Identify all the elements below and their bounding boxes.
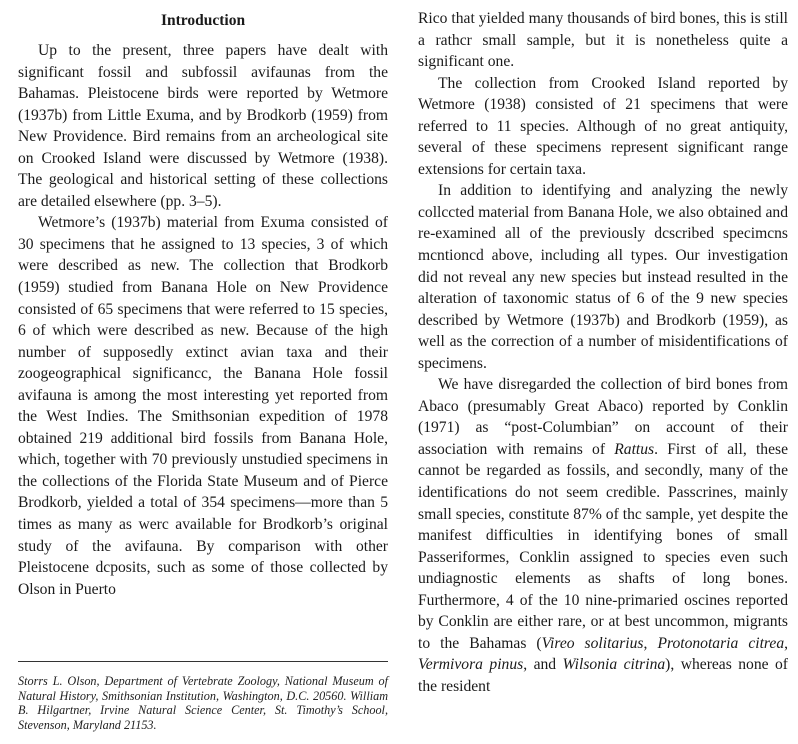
paragraph-continuation: Rico that yielded many thousands of bird bones, this is still a rathcr small sample, but it is nonetheless quite a significant one. bbox=[418, 10, 788, 71]
right-column bbox=[418, 8, 788, 698]
paragraph-2: Wetmore’s (1937b) material from Exuma consisted of 30 specimens that he assigned to 13 species, 3 of which were described as new. The collection that Brodkorb (1959) studied from Banana Hole on New Providence consisted of 65 specimens that were referred to 15 species, 6 of which were described as new. Because of the high number of supposedly extinct avian taxa and their zoogeographical significancc, the Banana Hole fossil avifauna is among the most interesting yet reported from the West Indies. The Smithsonian expedition of 1978 obtained 219 additional bird fossils from Banana Hole, which, together with 70 previously unstudied specimens in the collections of the Florida State Museum and of Pierce Brodkorb, yielded a total of 354 specimens—more than 5 times as many as werc available for Brodkorb’s original study of the avifauna. By comparison with other Pleistocene dcposits, such as some of those collected by Olson in Puerto bbox=[18, 214, 388, 598]
separator: , and bbox=[523, 656, 563, 674]
paragraph-crooked-island: The collection from Crooked Island reported by Wetmore (1938) consisted of 21 specimens that were referred to 11 species. Although of no great antiquity, several of these specimens represent significant range extensions for certain taxa. bbox=[418, 74, 788, 178]
separator: , bbox=[643, 634, 658, 652]
left-column bbox=[18, 0, 388, 600]
author-footnote: Storrs L. Olson, Department of Vertebrate Zoology, National Museum of Natural History, Smithsonian Institution, Washington, D.C. 20560. William B. Hilgartner, Irvine Natural Science Center, St. Timothy’s School, Stevenson, Maryland 21153. bbox=[18, 674, 388, 732]
section-heading: Introduction bbox=[160, 12, 246, 29]
footnote-rule bbox=[18, 661, 388, 662]
paragraph-1: Up to the present, three papers have dealt with significant fossil and subfossil avifaunas from the Bahamas. Pleistocene birds were reported by Wetmore (1937b) from Little Exuma, and by Brodkorb (1959) from New Providence. Bird remains from an archeological site on Crooked Island were discussed by Wetmore (1938). The geological and historical setting of these collections are detailed elsewhere (pp. 3–5). bbox=[18, 42, 388, 210]
taxon-wilsonia: Wilsonia citrina bbox=[562, 656, 666, 674]
taxon-vermivora: Vermivora pinus bbox=[418, 656, 524, 674]
paragraph-re-examination: In addition to identifying and analyzing the newly collccted material from Banana Hole, we also obtained and re-examined all of the previously dcscribed specimcns mcntioncd above, including all types. Our investigation did not reveal any new species but instead resulted in the alteration of taxonomic status of 6 of the 9 new species described by Wetmore (1937b) and Brodkorb (1959), as well as the correction of a number of misidentifications of specimens. bbox=[418, 182, 788, 372]
text-span: ), whereas none of the resident bbox=[418, 656, 789, 695]
taxon-vireo: Vireo solitarius bbox=[541, 634, 644, 652]
text-span: We have disregarded the collection of bird bones from Abaco (presumably Great Abaco) reported by Conklin (1971) as “post-Columbian” on account of their association with remains of bbox=[418, 376, 788, 458]
paragraph-abaco bbox=[418, 374, 788, 697]
taxon-rattus: Rattus bbox=[614, 440, 655, 458]
text-span: . First of all, these cannot be regarded as fossils, and secondly, many of the identifications do not seem credible. Passcrines, mainly small species, constitute 87% of thc sample, yet despite the manifest difficulties in identifying bones of small Passeriformes, Conklin assigned to species even such undiagnostic elements as shafts of long bones. Furthermore, 4 of the 10 nine-primaried oscines reported by Conklin are either rare, or at best uncommon, migrants to the Bahamas ( bbox=[418, 440, 788, 652]
taxon-protonotaria: Protonotaria citrea bbox=[657, 634, 785, 652]
separator: , bbox=[784, 634, 789, 652]
